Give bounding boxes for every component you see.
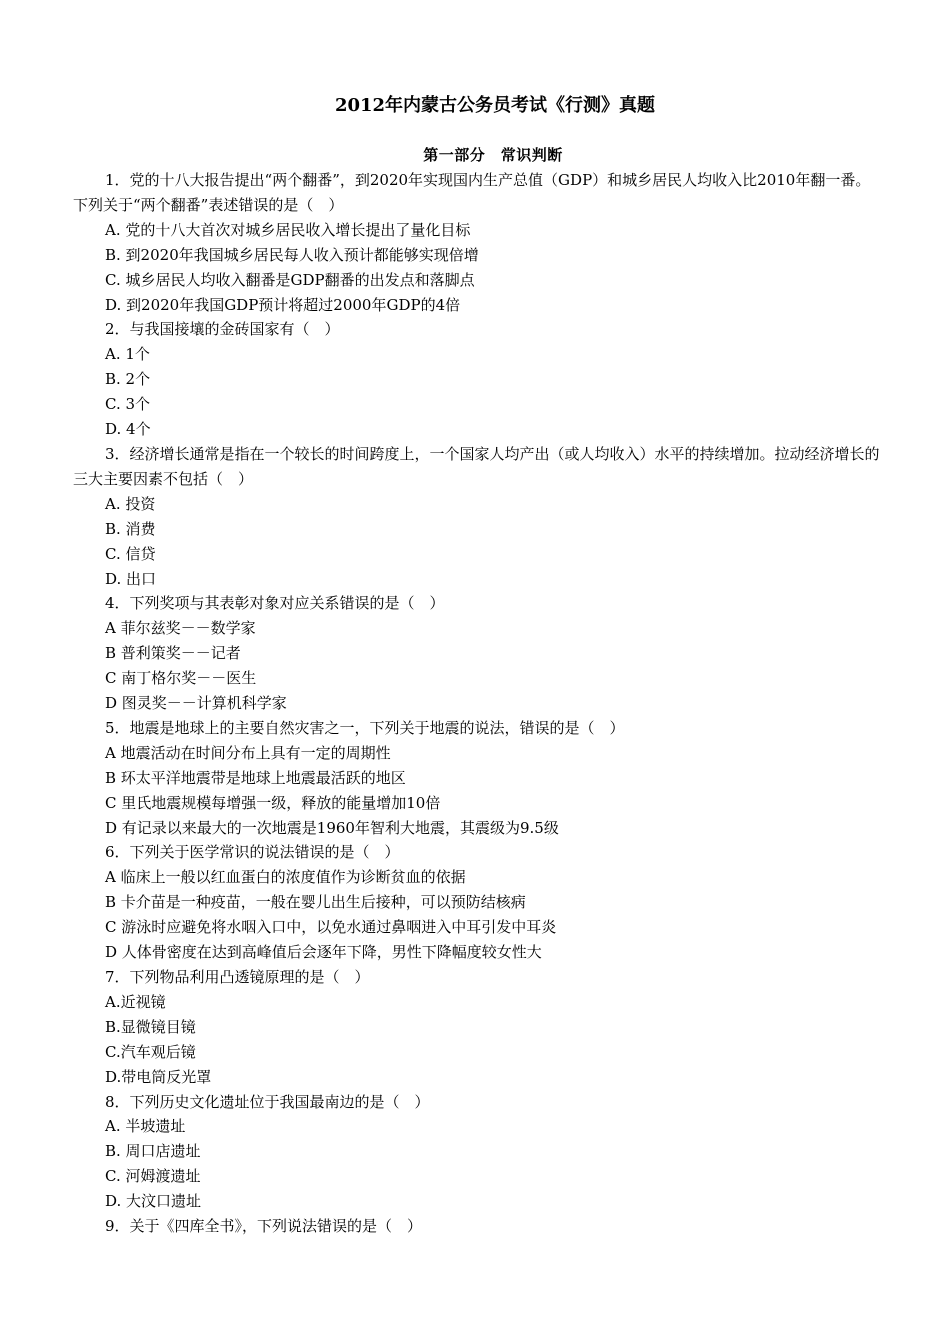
question-option: D 有记录以来最大的一次地震是1960年智利大地震，其震级为9.5级 [105, 818, 559, 837]
question-stem: 4．下列奖项与其表彰对象对应关系错误的是（ ） [105, 594, 445, 613]
question-4 [105, 591, 880, 716]
question-option: C.汽车观后镜 [105, 1042, 196, 1061]
question-option: D. 4个 [105, 420, 151, 439]
question-option: C 里氏地震规模每增强一级，释放的能量增加10倍 [105, 793, 441, 812]
question-stem: 5．地震是地球上的主要自然灾害之一，下列关于地震的说法，错误的是（ ） [105, 718, 625, 737]
question-stem: 9．关于《四库全书》，下列说法错误的是（ ） [105, 1217, 423, 1236]
question-option: B 普利策奖－－记者 [105, 644, 241, 663]
question-option: A 临床上一般以红血蛋白的浓度值作为诊断贫血的依据 [105, 868, 466, 887]
question-option: B 卡介苗是一种疫苗，一般在婴儿出生后接种，可以预防结核病 [105, 893, 526, 912]
question-option: B. 到2020年我国城乡居民每人收入预计都能够实现倍增 [105, 245, 479, 264]
question-1 [73, 168, 880, 317]
question-option: B. 2个 [105, 370, 151, 389]
question-option: C 游泳时应避免将水咽入口中，以免水通过鼻咽进入中耳引发中耳炎 [105, 918, 557, 937]
question-option: A. 投资 [105, 494, 156, 513]
question-option: C. 城乡居民人均收入翻番是GDP翻番的出发点和落脚点 [105, 270, 475, 289]
question-6 [105, 840, 880, 965]
question-option: B.显微镜目镜 [105, 1017, 196, 1036]
question-option: D.带电筒反光罩 [105, 1067, 212, 1086]
question-2 [105, 317, 880, 442]
question-option: A.近视镜 [105, 992, 166, 1011]
question-option: D. 大汶口遗址 [105, 1192, 202, 1211]
section-title: 第一部分 常识判断 [423, 146, 563, 164]
question-stem: 1．党的十八大报告提出“两个翻番”，到2020年实现国内生产总值（GDP）和城乡居民人均收入比2010年翻一番。下列关于“两个翻番”表述错误的是（ ） [73, 171, 871, 214]
question-option: A. 半坡遗址 [105, 1117, 186, 1136]
question-option: A 地震活动在时间分布上具有一定的周期性 [105, 743, 391, 762]
question-5 [105, 716, 880, 841]
question-stem: 8．下列历史文化遗址位于我国最南边的是（ ） [105, 1092, 430, 1111]
question-option: D 图灵奖－－计算机科学家 [105, 694, 287, 713]
question-7 [105, 965, 880, 1090]
question-option: D. 出口 [105, 569, 157, 588]
question-option: C. 3个 [105, 395, 151, 414]
question-option: C 南丁格尔奖－－医生 [105, 669, 257, 688]
question-9 [105, 1214, 880, 1239]
document-title: 2012年内蒙古公务员考试《行测》真题 [334, 95, 656, 116]
question-option: D. 到2020年我国GDP预计将超过2000年GDP的4倍 [105, 295, 461, 314]
question-option: C. 河姆渡遗址 [105, 1167, 201, 1186]
question-stem: 7．下列物品利用凸透镜原理的是（ ） [105, 968, 370, 986]
question-option: B. 周口店遗址 [105, 1142, 201, 1161]
question-3 [73, 442, 880, 591]
question-option: B. 消费 [105, 519, 156, 538]
question-option: C. 信贷 [105, 544, 156, 563]
question-8 [105, 1090, 880, 1215]
question-option: A. 党的十八大首次对城乡居民收入增长提出了量化目标 [105, 220, 471, 239]
question-option: B 环太平洋地震带是地球上地震最活跃的地区 [105, 768, 406, 787]
question-stem: 2．与我国接壤的金砖国家有（ ） [105, 320, 340, 339]
question-option: A 菲尔兹奖－－数学家 [105, 619, 256, 638]
question-list [73, 168, 880, 1239]
question-stem: 6．下列关于医学常识的说法错误的是（ ） [105, 843, 400, 862]
question-option: A. 1个 [105, 345, 150, 364]
question-option: D 人体骨密度在达到高峰值后会逐年下降，男性下降幅度较女性大 [105, 943, 542, 962]
question-stem: 3．经济增长通常是指在一个较长的时间跨度上，一个国家人均产出（或人均收入）水平的持续增加。拉动经济增长的三大主要因素不包括（ ） [73, 444, 880, 488]
